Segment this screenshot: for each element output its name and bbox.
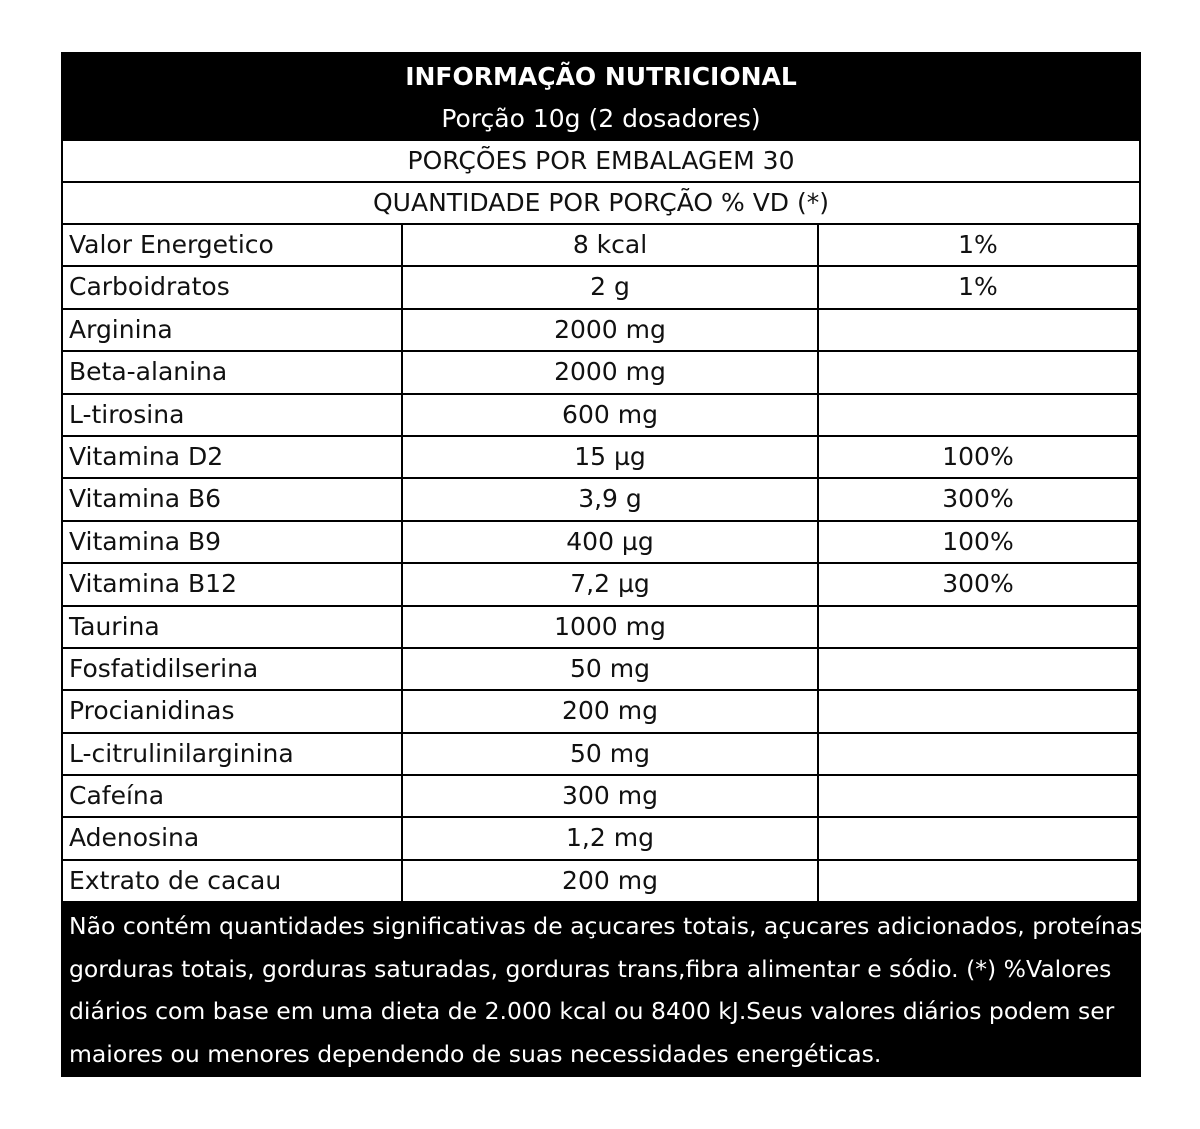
nutrient-daily-value: 300% bbox=[819, 564, 1137, 604]
nutrient-daily-value bbox=[819, 734, 1137, 774]
table-row bbox=[63, 352, 1139, 392]
nutrient-daily-value bbox=[819, 691, 1137, 731]
serving-size: Porção 10g (2 dosadores) bbox=[441, 104, 761, 133]
table-row bbox=[63, 861, 1139, 901]
footnote-line: maiores ou menores dependendo de suas necessidades energéticas. bbox=[69, 1039, 882, 1068]
nutrient-name: Adenosina bbox=[63, 818, 401, 858]
nutrient-name: Vitamina B6 bbox=[63, 479, 401, 519]
footnote bbox=[69, 905, 1143, 1075]
nutrient-name: L-tirosina bbox=[63, 395, 401, 435]
table-row bbox=[63, 649, 1139, 689]
table-row bbox=[63, 607, 1139, 647]
nutrient-name: Procianidinas bbox=[63, 691, 401, 731]
table-row bbox=[63, 564, 1139, 604]
nutrient-daily-value bbox=[819, 352, 1137, 392]
table-row bbox=[63, 734, 1139, 774]
table-row bbox=[63, 818, 1139, 858]
nutrient-daily-value: 300% bbox=[819, 479, 1137, 519]
nutrient-daily-value bbox=[819, 818, 1137, 858]
nutrient-amount: 1000 mg bbox=[403, 607, 817, 647]
nutrient-name: Cafeína bbox=[63, 776, 401, 816]
nutrient-daily-value bbox=[819, 861, 1137, 901]
table-row bbox=[63, 225, 1139, 265]
table-row bbox=[63, 395, 1139, 435]
nutrient-name: Carboidratos bbox=[63, 267, 401, 307]
nutrient-amount: 200 mg bbox=[403, 691, 817, 731]
table-row bbox=[63, 522, 1139, 562]
nutrient-name: Vitamina B9 bbox=[63, 522, 401, 562]
nutrient-amount: 50 mg bbox=[403, 649, 817, 689]
nutrient-name: Vitamina D2 bbox=[63, 437, 401, 477]
nutrient-name: Extrato de cacau bbox=[63, 861, 401, 901]
nutrient-name: Beta-alanina bbox=[63, 352, 401, 392]
nutrient-daily-value bbox=[819, 607, 1137, 647]
nutrient-name: Valor Energetico bbox=[63, 225, 401, 265]
nutrient-name: L-citrulinilarginina bbox=[63, 734, 401, 774]
nutrient-daily-value bbox=[819, 395, 1137, 435]
nutrient-amount: 2 g bbox=[403, 267, 817, 307]
nutrition-label bbox=[61, 52, 1141, 1077]
nutrient-daily-value bbox=[819, 776, 1137, 816]
nutrient-amount: 600 mg bbox=[403, 395, 817, 435]
nutrient-amount: 2000 mg bbox=[403, 352, 817, 392]
nutrient-daily-value bbox=[819, 649, 1137, 689]
footnote-line: Não contém quantidades significativas de açucares totais, açucares adicionados, proteínas bbox=[69, 912, 1143, 940]
footnote-line: diários com base em uma dieta de 2.000 kcal ou 8400 kJ.Seus valores diários podem ser bbox=[69, 997, 1115, 1025]
nutrient-amount: 1,2 mg bbox=[403, 818, 817, 858]
nutrient-amount: 300 mg bbox=[403, 776, 817, 816]
table-row bbox=[63, 479, 1139, 519]
nutrient-daily-value: 100% bbox=[819, 437, 1137, 477]
nutrient-amount: 8 kcal bbox=[403, 225, 817, 265]
nutrient-name: Vitamina B12 bbox=[63, 564, 401, 604]
nutrient-amount: 3,9 g bbox=[403, 479, 817, 519]
table-row bbox=[63, 691, 1139, 731]
nutrient-daily-value bbox=[819, 310, 1137, 350]
portions-per-package: PORÇÕES POR EMBALAGEM 30 bbox=[63, 141, 1139, 181]
nutrient-name: Arginina bbox=[63, 310, 401, 350]
label-title: INFORMAÇÃO NUTRICIONAL bbox=[405, 62, 797, 91]
table-row bbox=[63, 776, 1139, 816]
table-row bbox=[63, 267, 1139, 307]
nutrient-amount: 15 µg bbox=[403, 437, 817, 477]
nutrient-name: Fosfatidilserina bbox=[63, 649, 401, 689]
nutrient-amount: 200 mg bbox=[403, 861, 817, 901]
table-row bbox=[63, 437, 1139, 477]
nutrient-amount: 7,2 µg bbox=[403, 564, 817, 604]
nutrient-amount: 400 µg bbox=[403, 522, 817, 562]
nutrition-table bbox=[63, 141, 1139, 901]
nutrient-daily-value: 1% bbox=[819, 267, 1137, 307]
nutrient-amount: 2000 mg bbox=[403, 310, 817, 350]
nutrient-name: Taurina bbox=[63, 607, 401, 647]
footnote-line: gorduras totais, gorduras saturadas, gorduras trans,fibra alimentar e sódio. (*) %Valores bbox=[69, 954, 1112, 983]
nutrient-amount: 50 mg bbox=[403, 734, 817, 774]
table-row bbox=[63, 310, 1139, 350]
label-header bbox=[61, 52, 1141, 141]
nutrient-daily-value: 100% bbox=[819, 522, 1137, 562]
nutrient-daily-value: 1% bbox=[819, 225, 1137, 265]
quantity-per-portion-header: QUANTIDADE POR PORÇÃO % VD (*) bbox=[63, 183, 1139, 223]
